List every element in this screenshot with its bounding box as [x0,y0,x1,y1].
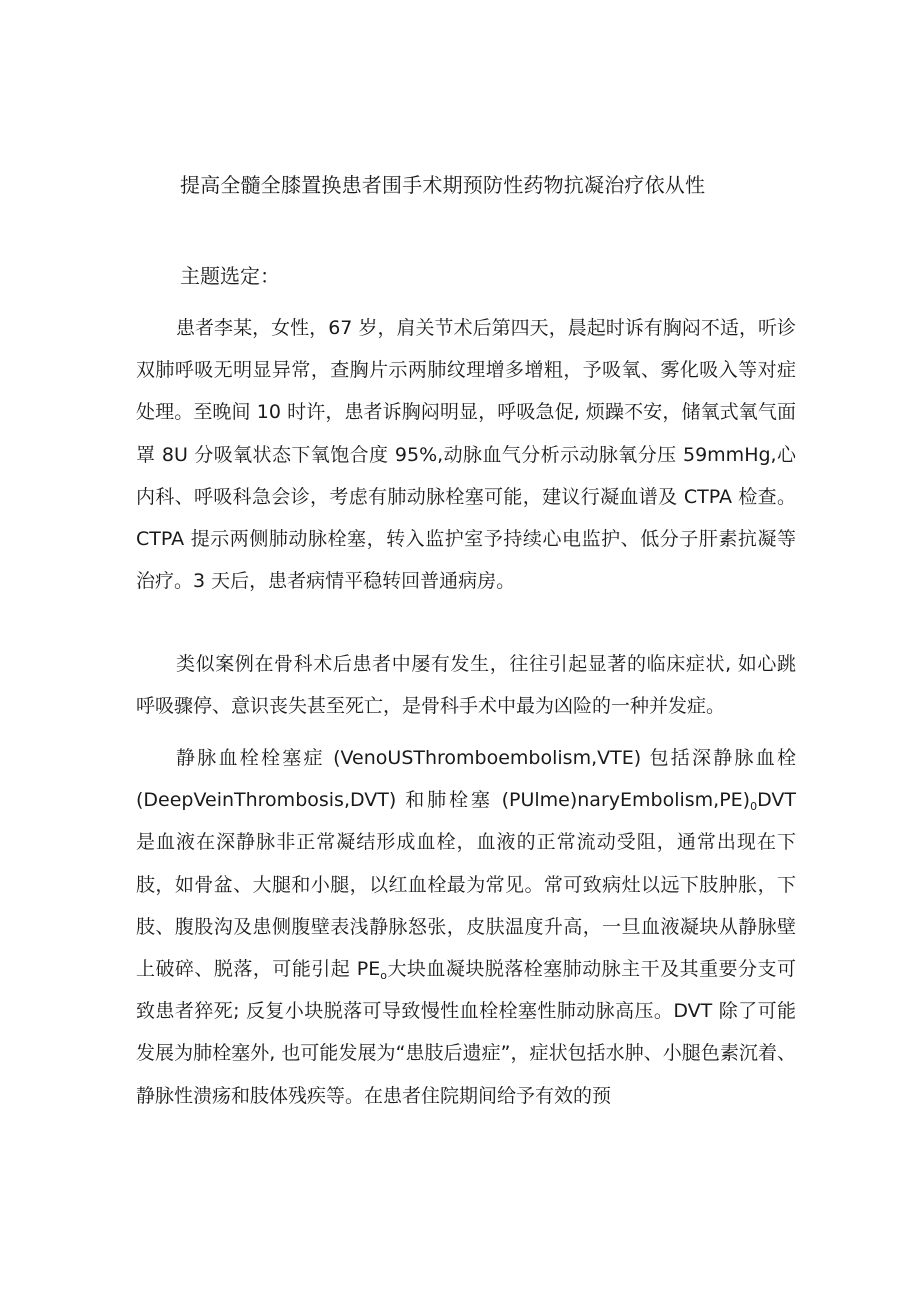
vte-text-part-a: 静脉血栓栓塞症 (VenoUSThromboembolism,VTE) 包括深静脉血栓 (DeepVeinThrombosis,DVT) 和肺栓塞 (PUlme)naryEmbolism,PE) [136,747,796,812]
document-title: 提高全髓全膝置换患者围手术期预防性药物抗凝治疗依从性 [180,173,706,197]
vte-subscript-b: o [380,969,387,983]
section-heading: 主题选定： [180,264,280,288]
paragraph-vte-definition [136,737,796,1117]
paragraph-similar-cases: 类似案例在骨科术后患者中屡有发生，往往引起显著的临床症状, 如心跳呼吸骤停、意识丧失甚至死亡，是骨科手术中最为凶险的一种并发症。 [136,653,796,718]
vte-text-part-b: DVT 是血液在深静脉非正常凝结形成血栓，血液的正常流动受阻，通常出现在下肢，如骨盆、大腿和小腿，以红血栓最为常见。常可致病灶以远下肢肿胀，下肢、腹股沟及患侧腹壁表浅静脉怒张，皮肤温度升高，一旦血液凝块从静脉壁上破碎、脱落，可能引起 PE [136,789,796,981]
paragraph-case-description: 患者李某，女性，67 岁，肩关节术后第四天，晨起时诉有胸闷不适，听诊双肺呼吸无明显异常，查胸片示两肺纹理增多增粗，予吸氧、雾化吸入等对症处理。至晚间 10 时许，患者诉胸闷明显，呼吸急促, 烦躁不安，储氧式氧气面罩 8U 分吸氧状态下氧饱合度 95%,动脉血气分析示动脉氧分压 59mmHg,心内科、呼吸科急会诊，考虑有肺动脉栓塞可能，建议行凝血谱及 CTPA 检查。CTPA 提示两侧肺动脉栓塞，转入监护室予持续心电监护、低分子肝素抗凝等治疗。3 天后，患者病情平稳转回普通病房。 [136,317,796,593]
vte-text-part-c: 大块血凝块脱落栓塞肺动脉主干及其重要分支可致患者猝死; 反复小块脱落可导致慢性血栓栓塞性肺动脉高压。DVT 除了可能发展为肺栓塞外, 也可能发展为“患肢后遗症”，症状包括水肿、小腿色素沉着、静脉性溃疡和肢体残疾等。在患者住院期间给予有效的预 [136,958,796,1107]
vte-subscript-a: 0 [750,800,758,814]
